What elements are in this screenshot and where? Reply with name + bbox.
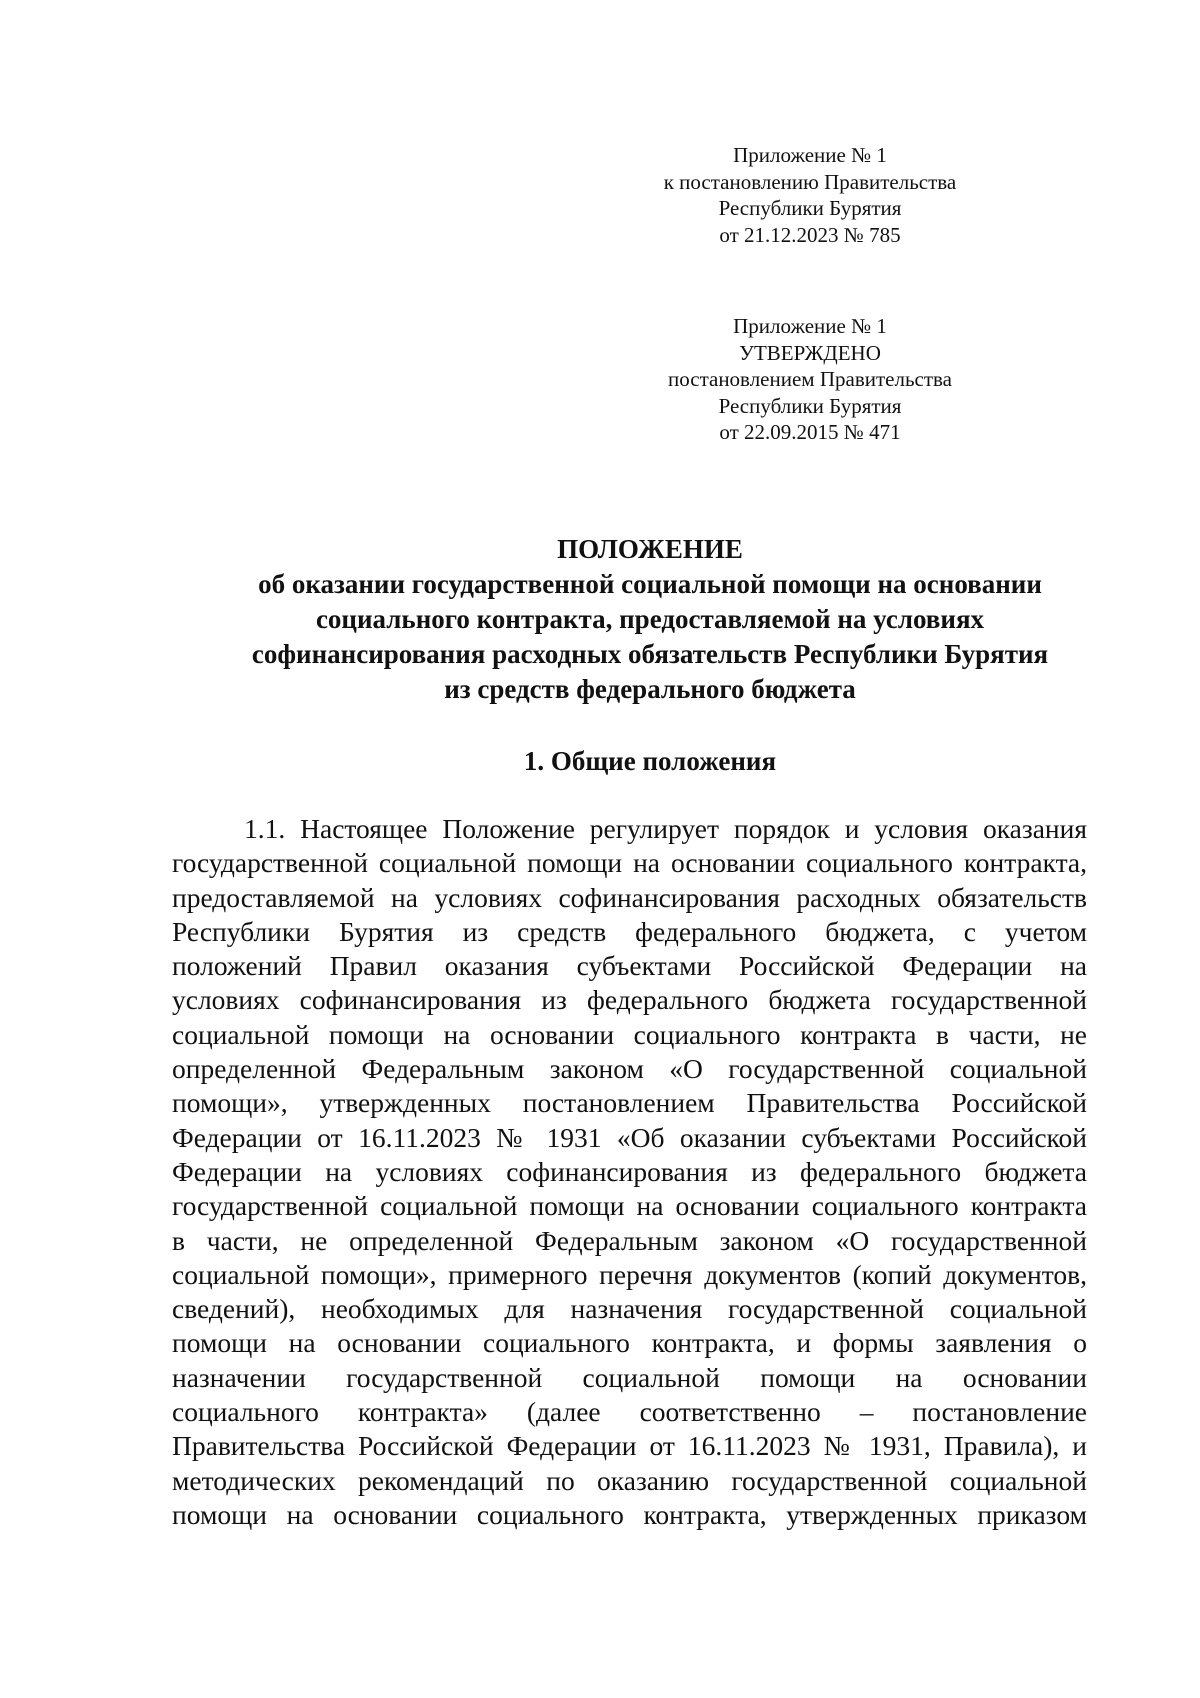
appendix-header-2015 [590,313,1030,446]
paragraph-line: социальной помощи на основании социального контракта в части, не [172,1018,1087,1050]
paragraph-line: Федерации на условиях софинансирования из федерального бюджета [172,1155,1087,1187]
paragraph-line: положений Правил оказания субъектами Российской Федерации на [172,950,1087,982]
appendix-header-2023 [590,142,1030,248]
paragraph-line: предоставляемой на условиях софинансирования расходных обязательств [172,881,1087,913]
paragraph-line: государственной социальной помощи на основании социального контракта [172,1190,1087,1222]
appendix-line: Республики Бурятия [718,196,902,220]
paragraph-line: 1.1. Настоящее Положение регулирует порядок и условия оказания [244,813,1087,844]
title-line: об оказании государственной социальной помощи на основании [258,569,1042,599]
paragraph-line: помощи на основании социального контракта, и формы заявления о [172,1327,1087,1359]
paragraph-line: Федерации от 16.11.2023 № 1931 «Об оказании субъектами Российской [172,1121,1087,1153]
paragraph-line: в части, не определенной Федеральным законом «О государственной [172,1224,1087,1256]
paragraph-line: Правительства Российской Федерации от 16.11.2023 № 1931, Правила), и [172,1430,1087,1462]
appendix-line: к постановлению Правительства [663,169,957,194]
paragraph-line: сведений), необходимых для назначения государственной социальной [172,1293,1087,1325]
appendix-line: Республики Бурятия [718,393,902,418]
paragraph-line: государственной социальной помощи на основании социального контракта, [172,847,1087,879]
title-line: социального контракта, предоставляемой на условиях [315,604,985,634]
paragraph-line: помощи», утвержденных постановлением Правительства Российской [172,1087,1087,1119]
title-line: из средств федерального бюджета [444,674,856,704]
paragraph-1-1 [172,812,1087,1532]
paragraph-line: методических рекомендаций по оказанию государственной социальной [172,1464,1087,1496]
title-line: софинансирования расходных обязательств Республики Бурятия [251,639,1049,669]
appendix-line: Приложение № 1 [733,143,887,167]
paragraph-line: определенной Федеральным законом «О государственной социальной [172,1053,1087,1085]
section-heading: 1. Общие положения [523,746,777,776]
appendix-line: от 21.12.2023 № 785 [719,222,901,247]
paragraph-line: социального контракта» (далее соответственно – постановление [172,1396,1087,1428]
title-line: ПОЛОЖЕНИЕ [557,534,743,564]
appendix-line: от 22.09.2015 № 471 [719,420,901,444]
approval-stamp: УТВЕРЖДЕНО [739,340,881,365]
appendix-line: Приложение № 1 [733,314,887,338]
paragraph-line: назначении государственной социальной помощи на основании [172,1361,1087,1393]
paragraph-line: социальной помощи», примерного перечня документов (копий документов, [172,1258,1087,1290]
appendix-line: постановлением Правительства [667,367,952,391]
document-title [150,532,1150,707]
paragraph-line: условиях софинансирования из федерального бюджета государственной [172,984,1087,1016]
paragraph-line: помощи на основании социального контракта, утвержденных приказом [172,1498,1087,1530]
paragraph-line: Республики Бурятия из средств федерального бюджета, с учетом [172,915,1087,947]
